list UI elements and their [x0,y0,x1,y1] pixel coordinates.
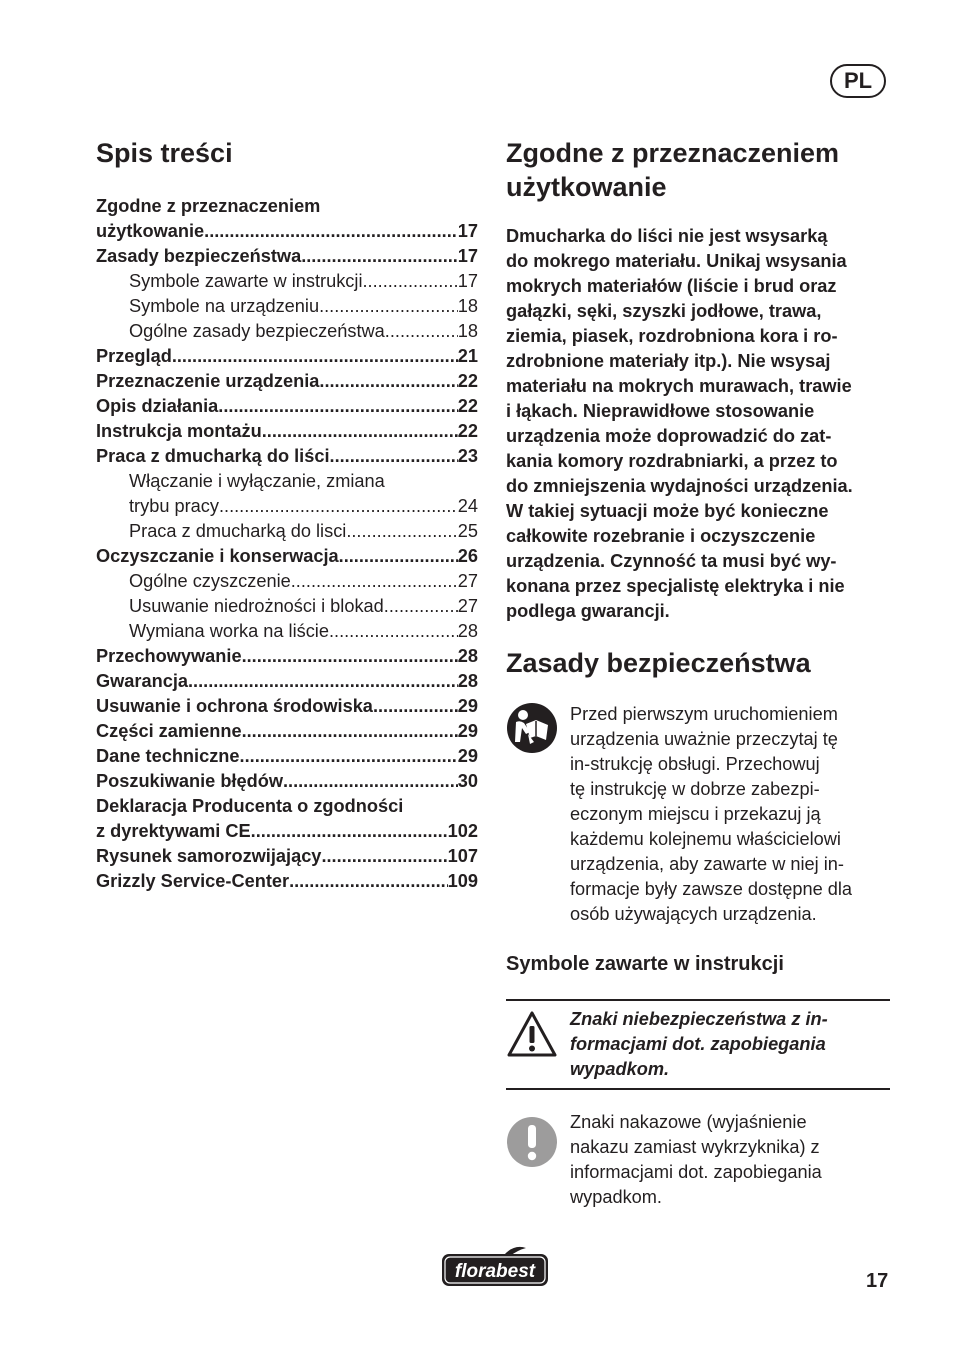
toc-entry [96,319,478,344]
text-line: formacje były zawsze dostępne dla [570,879,853,899]
toc-entry-label: Przegląd [96,346,172,366]
toc-entry-page: 22 [457,371,478,391]
toc-leader-dots [329,619,458,644]
text-line: do mokrego materiału. Unikaj wsysania [506,251,847,271]
text-line: do zmniejszenia wydajności urządzenia. [506,476,853,496]
toc-entry [96,344,478,369]
text-line: wypadkom. [570,1187,662,1207]
toc-entry-page: 107 [447,846,478,866]
toc-entry-page: 17 [457,246,478,266]
toc-entry-label: Rysunek samorozwijający [96,846,322,866]
toc-leader-dots [219,494,458,519]
toc-entry [96,744,478,769]
toc-entry-page: 25 [457,521,478,541]
toc-leader-dots [362,269,457,294]
toc-entry [96,619,478,644]
toc-entry [96,644,478,669]
toc-entry-page: 21 [457,346,478,366]
toc-entry-label: Gwarancja [96,671,188,691]
toc-entry-page: 109 [447,871,478,891]
table-of-contents [96,136,478,894]
toc-entry-page: 29 [457,721,478,741]
toc-entry-label: Przechowywanie [96,646,242,666]
toc-entry-label: Oczyszczanie i konserwacja [96,546,339,566]
text-line: in-strukcję obsługi. Przechowuj [570,754,820,774]
content-column [506,136,890,1210]
toc-leader-dots [262,419,458,444]
warning-notice [506,999,890,1090]
intended-use-text [506,224,890,624]
text-line: osób używających urządzenia. [570,904,817,924]
toc-list [96,194,478,894]
intended-use-title [506,136,890,204]
toc-entry [96,244,478,269]
warning-text [570,1007,828,1082]
text-line: całkowite rozebranie i oczyszczenie [506,526,816,546]
toc-entry [96,369,478,394]
toc-entry-page: 17 [457,271,478,291]
toc-entry-label: użytkowanie [96,221,205,241]
text-line: każdemu kolejnemu właścicielowi [570,829,841,849]
toc-entry-line: Włączanie i wyłączanie, zmiana [129,471,385,491]
toc-entry [96,394,478,419]
toc-leader-dots [188,669,458,694]
toc-entry-label: Usuwanie i ochrona środowiska [96,696,373,716]
toc-entry-label: Opis działania [96,396,219,416]
toc-entry [96,819,478,844]
text-line: eczonym miejscu i przekazuj ją [570,804,821,824]
toc-leader-dots [384,594,458,619]
toc-entry [96,844,478,869]
toc-leader-dots [301,244,458,269]
toc-leader-dots [218,394,457,419]
toc-entry-line: Deklaracja Producenta o zgodności [96,796,404,816]
toc-leader-dots [373,694,458,719]
warning-triangle-icon [506,1009,558,1061]
text-line: podlega gwarancji. [506,601,670,621]
toc-entry [96,719,478,744]
toc-leader-dots [172,344,458,369]
mandatory-text [570,1110,822,1210]
text-line: kania komory rozdrabniarki, a przez to [506,451,838,471]
text-line: informacjami dot. zapobiegania [570,1162,822,1182]
toc-leader-dots [319,369,457,394]
text-line: materiału na mokrych murawach, trawie [506,376,852,396]
toc-entry [96,594,478,619]
toc-entry-page: 18 [457,296,478,316]
text-line: Przed pierwszym uruchomieniem [570,704,838,724]
toc-entry [96,444,478,469]
toc-leader-dots [251,819,448,844]
toc-entry-label: Praca z dmucharką do lisci [129,521,347,541]
toc-entry-label: Poszukiwanie błędów [96,771,283,791]
toc-leader-dots [339,544,458,569]
symbols-title: Symbole zawarte w instrukcji [506,953,784,975]
page-number: 17 [866,1270,889,1292]
toc-entry-page: 17 [457,221,478,241]
toc-entry [96,769,478,794]
toc-entry-page: 22 [457,421,478,441]
toc-entry [96,419,478,444]
toc-entry-line: Zgodne z przeznaczeniem [96,196,321,216]
toc-leader-dots [330,444,458,469]
read-manual-notice [506,702,890,927]
toc-entry-label: trybu pracy [129,496,219,516]
toc-leader-dots [291,569,458,594]
brand-logo-text: florabest [454,1261,536,1282]
text-line: mokrych materiałów (liście i brud oraz [506,276,837,296]
toc-entry-label: z dyrektywami CE [96,821,251,841]
toc-entry-page: 102 [447,821,478,841]
toc-entry [96,569,478,594]
brand-logo [440,1246,550,1288]
toc-entry-label: Części zamienne [96,721,242,741]
exclamation-circle-icon [506,1116,558,1168]
text-line: Znaki niebezpieczeństwa z in- [570,1009,828,1029]
toc-leader-dots [321,844,447,869]
text-line: urządzenia może doprowadzić do zat- [506,426,832,446]
toc-entry-page: 24 [457,496,478,516]
toc-leader-dots [283,769,458,794]
text-line: wypadkom. [570,1059,670,1079]
toc-entry [96,544,478,569]
toc-entry-page: 29 [457,696,478,716]
toc-entry-label: Symbole na urządzeniu [129,296,320,316]
read-manual-icon [506,702,558,754]
toc-entry-page: 27 [457,596,478,616]
toc-leader-dots [204,219,458,244]
toc-entry-label: Wymiana worka na liście [129,621,329,641]
toc-leader-dots [346,519,457,544]
toc-entry-page: 23 [457,446,478,466]
toc-entry-page: 27 [457,571,478,591]
text-line: tę instrukcję w dobrze zabezpi- [570,779,820,799]
toc-leader-dots [319,294,458,319]
text-line: urządzenia. Czynność ta musi być wy- [506,551,837,571]
toc-entry-page: 26 [457,546,478,566]
toc-entry [96,219,478,244]
safety-title: Zasady bezpieczeństwa [506,648,811,678]
toc-leader-dots [385,319,458,344]
toc-entry-label: Grizzly Service-Center [96,871,290,891]
toc-leader-dots [240,744,458,769]
intended-use-title-line1: Zgodne z przeznaczeniem [506,138,840,168]
toc-entry [96,694,478,719]
toc-entry-label: Praca z dmucharką do liści [96,446,330,466]
toc-leader-dots [242,644,458,669]
toc-entry-page: 28 [457,671,478,691]
toc-leader-dots [289,869,448,894]
toc-entry [96,269,478,294]
mandatory-notice [506,1110,890,1210]
read-manual-text [570,702,852,927]
text-line: konana przez specjalistę elektryka i nie [506,576,845,596]
language-badge: PL [830,64,886,98]
toc-entry [96,669,478,694]
toc-entry-label: Usuwanie niedrożności i blokad [129,596,384,616]
toc-title: Spis treści [96,138,233,168]
text-line: Znaki nakazowe (wyjaśnienie [570,1112,807,1132]
toc-entry-page: 29 [457,746,478,766]
toc-entry-page: 18 [457,321,478,341]
toc-leader-dots [242,719,458,744]
toc-entry-label: Przeznaczenie urządzenia [96,371,320,391]
toc-entry-label: Zasady bezpieczeństwa [96,246,302,266]
text-line: urządzenia uważnie przeczytaj tę [570,729,838,749]
toc-entry-page: 22 [457,396,478,416]
toc-entry-page: 28 [457,646,478,666]
text-line: urządzenia, aby zawarte w niej in- [570,854,844,874]
toc-entry-label: Dane techniczne [96,746,240,766]
toc-entry-page: 28 [457,621,478,641]
toc-entry [96,294,478,319]
text-line: ziemia, piasek, rozdrobniona kora i ro- [506,326,838,346]
text-line: zdrobnione materiały itp.). Nie wsysaj [506,351,831,371]
toc-entry-label: Instrukcja montażu [96,421,262,441]
text-line: Dmucharka do liści nie jest wsysarką [506,226,828,246]
text-line: formacjami dot. zapobiegania [570,1034,826,1054]
text-line: nakazu zamiast wykrzyknika) z [570,1137,820,1157]
toc-entry-label: Ogólne zasady bezpieczeństwa [129,321,385,341]
text-line: i łąkach. Nieprawidłowe stosowanie [506,401,815,421]
text-line: W takiej sytuacji może być konieczne [506,501,829,521]
toc-entry-page: 30 [457,771,478,791]
toc-entry [96,869,478,894]
toc-entry-label: Ogólne czyszczenie [129,571,291,591]
toc-entry [96,519,478,544]
text-line: gałązki, sęki, szyszki jodłowe, trawa, [506,301,822,321]
intended-use-title-line2: użytkowanie [506,172,667,202]
toc-entry-label: Symbole zawarte w instrukcji [129,271,363,291]
toc-entry [96,494,478,519]
